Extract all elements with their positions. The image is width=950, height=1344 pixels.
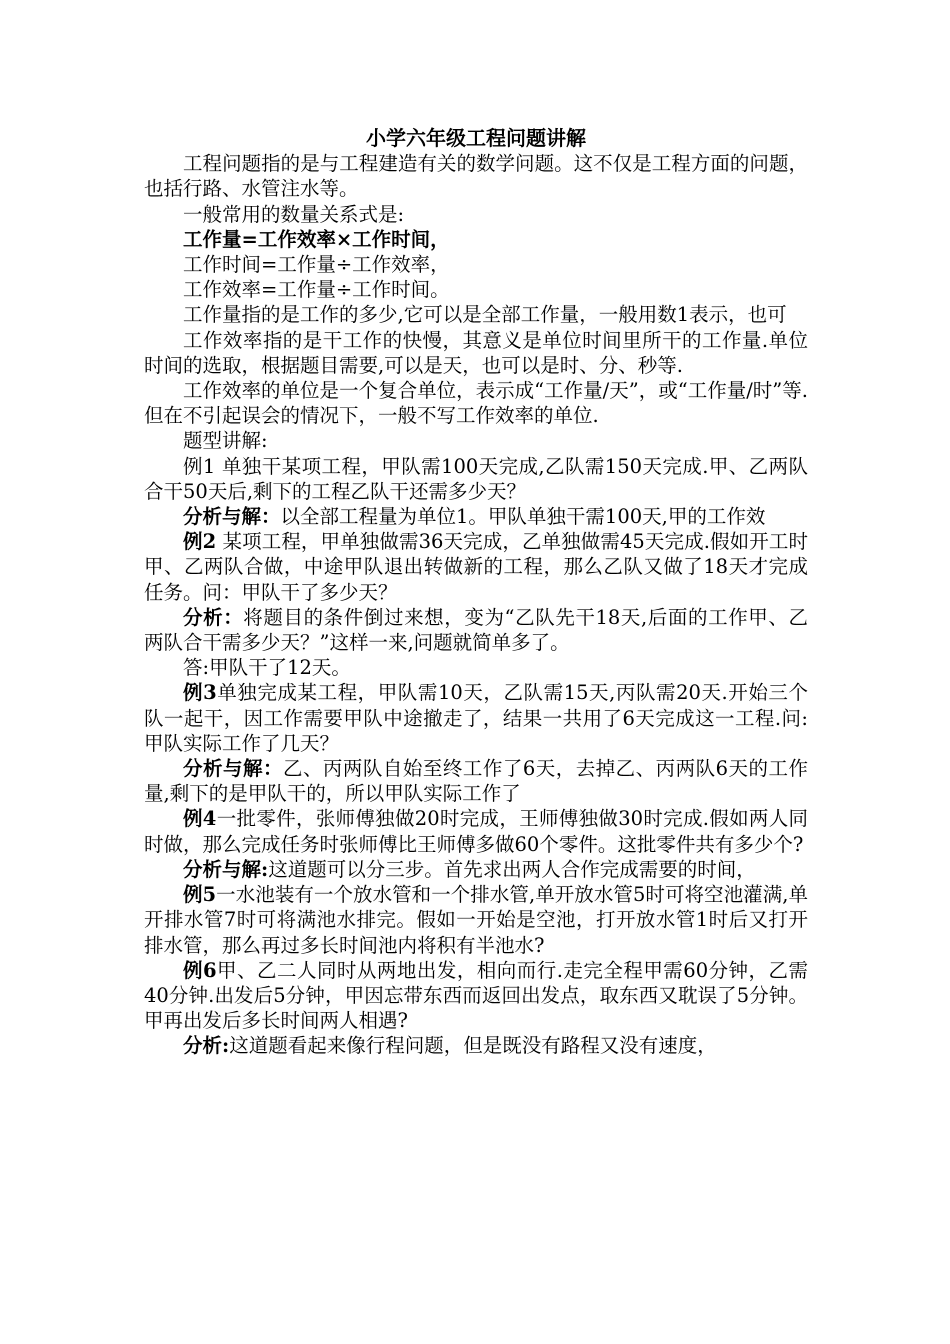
paragraph-example-1-analysis: 分析与解：以全部工程量为单位1。甲队单独干需100天,甲的工作效 bbox=[183, 505, 766, 529]
paragraph-example-3: 例3单独完成某工程，甲队需10天，乙队需15天,丙队需20天.开始三个队一起干，因工作需要甲队中途撤走了，结果一共用了6天完成这一工程.问:甲队实际工作了几天？ bbox=[144, 681, 808, 755]
paragraph-example-4: 例4一批零件，张师傅独做20时完成，王师傅独做30时完成.假如两人同时做，那么完成任务时张师傅比王师傅多做60个零件。这批零件共有多少个? bbox=[144, 807, 808, 856]
paragraph-efficiency-unit: 工作效率的单位是一个复合单位，表示成“工作量/天”，或“工作量/时”等.但在不引起误会的情况下，一般不写工作效率的单位. bbox=[144, 379, 808, 428]
paragraph-example-3-analysis: 分析与解：乙、丙两队自始至终工作了6天，去掉乙、丙两队6天的工作量,剩下的是甲队干的，所以甲队实际工作了 bbox=[144, 757, 808, 806]
paragraph-example-1: 例1 单独干某项工程，甲队需100天完成,乙队需150天完成.甲、乙两队合干50天后,剩下的工程乙队干还需多少天？ bbox=[144, 454, 808, 503]
paragraph-example-4-analysis: 分析与解:这道题可以分三步。首先求出两人合作完成需要的时间， bbox=[183, 857, 756, 881]
paragraph-section-heading: 题型讲解: bbox=[183, 429, 268, 453]
paragraph-example-2-answer: 答:甲队干了12天。 bbox=[183, 656, 351, 680]
paragraph-example-6: 例6甲、乙二人同时从两地出发，相向而行.走完全程甲需60分钟，乙需40分钟.出发后5分钟，甲因忘带东西而返回出发点，取东西又耽误了5分钟。甲再出发后多长时间两人相遇? bbox=[144, 958, 808, 1033]
paragraph-formula-efficiency: 工作效率=工作量÷工作时间。 bbox=[183, 278, 450, 302]
paragraph-example-2-analysis: 分析：将题目的条件倒过来想，变为“乙队先干18天,后面的工作甲、乙两队合干需多少天？”这样一来,问题就简单多了。 bbox=[144, 605, 808, 655]
paragraph-intro: 工程问题指的是与工程建造有关的数学问题。这不仅是工程方面的问题，也括行路、水管注水等。 bbox=[144, 152, 808, 201]
paragraph-efficiency-definition: 工作效率指的是干工作的快慢，其意义是单位时间里所干的工作量.单位时间的选取，根据题目需要,可以是天，也可以是时、分、秒等. bbox=[144, 328, 808, 377]
paragraph-workload-definition: 工作量指的是工作的多少,它可以是全部工作量，一般用数1表示，也可 bbox=[183, 303, 787, 327]
paragraph-example-2: 例2 某项工程，甲单独做需36天完成，乙单独做需45天完成.假如开工时甲、乙两队合做，中途甲队退出转做新的工程，那么乙队又做了18天才完成任务。问：甲队干了多少天？ bbox=[144, 530, 808, 604]
page-title: 小学六年级工程问题讲解 bbox=[366, 126, 586, 150]
paragraph-example-5: 例5一水池装有一个放水管和一个排水管,单开放水管5时可将空池灌满,单开排水管7时可将满池水排完。假如一开始是空池，打开放水管1时后又打开排水管，那么再过多长时间池内将积有半池水? bbox=[144, 883, 808, 957]
paragraph-example-6-analysis: 分析:这道题看起来像行程问题，但是既没有路程又没有速度， bbox=[183, 1034, 717, 1058]
paragraph-formula-main: 工作量=工作效率×工作时间， bbox=[183, 227, 450, 251]
document-body bbox=[144, 126, 808, 1059]
paragraph-formula-time: 工作时间=工作量÷工作效率， bbox=[183, 253, 450, 277]
paragraph-formula-intro: 一般常用的数量关系式是: bbox=[183, 202, 405, 226]
